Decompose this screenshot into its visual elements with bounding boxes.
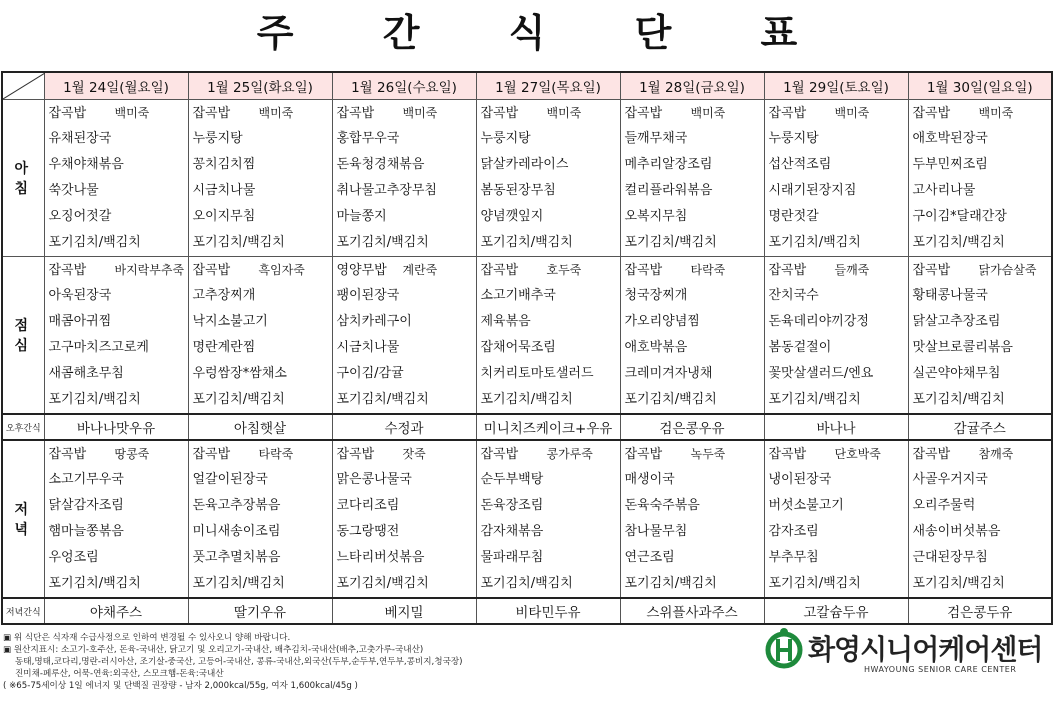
day-header: 1월 30일(일요일): [908, 72, 1052, 100]
rice-line: [621, 441, 764, 467]
page-title: 주 간 식 단 표: [256, 11, 836, 55]
dish-item: 포기김치/백김치: [768, 392, 861, 407]
dish-item: 아욱된장국: [48, 288, 112, 303]
porridge-item: 백미죽: [834, 106, 870, 120]
dish-item: 돈육고추장볶음: [192, 498, 281, 513]
dish-item: 명란젓갈: [768, 209, 819, 224]
porridge-item: 호두죽: [546, 263, 582, 277]
note-line: 진미채-페루산, 어묵-연육:외국산, 스모크햄-돈육:국내산: [15, 669, 224, 679]
rice-line: [765, 100, 908, 126]
day-header: 1월 29일(토요일): [764, 72, 908, 100]
dish-item: 포기김치/백김치: [624, 392, 717, 407]
dish-item: 새콤해초무침: [48, 366, 124, 381]
dish-item: 고추장찌개: [192, 288, 256, 303]
dish-item: 포기김치/백김치: [624, 235, 717, 250]
dish-item: 풋고추멸치볶음: [192, 550, 281, 565]
rice-item: 잡곡밥: [480, 447, 519, 462]
dish-item: 동그랑땡전: [336, 524, 400, 539]
dish-item: 물파래무침: [480, 550, 544, 565]
meal-cell: [908, 100, 1052, 257]
snack-cell: 수정과: [332, 414, 476, 440]
rice-line: [477, 441, 620, 467]
dish-item: 홍합무우국: [336, 131, 400, 146]
rice-item: 잡곡밥: [336, 447, 375, 462]
dish-item: 참나물무침: [624, 524, 688, 539]
dinner-row: [2, 440, 1052, 598]
rice-line: [189, 441, 332, 467]
dish-item: 두부민찌조림: [912, 157, 988, 172]
afternoon-snack-row: [2, 414, 1052, 440]
snack-cell: 야채주스: [44, 598, 188, 624]
dish-item: 취나물고추장무침: [336, 183, 437, 198]
dish-item: 근대된장무침: [912, 550, 988, 565]
dish-item: 우엉조림: [48, 550, 99, 565]
porridge-item: 들깨죽: [834, 263, 870, 277]
dish-item: 들깨무채국: [624, 131, 688, 146]
dish-item: 포기김치/백김치: [480, 235, 573, 250]
dish-item: 연근조림: [624, 550, 675, 565]
dish-item: 햄마늘쫑볶음: [48, 524, 124, 539]
meal-cell: [620, 440, 764, 598]
dish-item: 우채야채볶음: [48, 157, 124, 172]
porridge-item: 잣죽: [402, 447, 426, 461]
dish-item: 오이지무침: [192, 209, 256, 224]
meal-cell: [188, 257, 332, 415]
dish-item: 시금치나물: [192, 183, 256, 198]
snack-cell: 미니치즈케이크+우유: [476, 414, 620, 440]
dish-item: 포기김치/백김치: [912, 392, 1005, 407]
day-header: 1월 28일(금요일): [620, 72, 764, 100]
dish-item: 오리주물럭: [912, 498, 976, 513]
note-line: 동태,명태,코다리,명란-러시아산, 조기살-중국산, 고등어-국내산, 콩류-국내산,외국산(두부,순두부,연두부,콩비지,청국장): [15, 657, 463, 667]
day-header: 1월 24일(월요일): [44, 72, 188, 100]
logo-english: HWAYOUNG SENIOR CARE CENTER: [864, 665, 1017, 674]
rice-line: [765, 441, 908, 467]
meal-cell: [908, 257, 1052, 415]
header-row: [2, 72, 1052, 100]
dish-item: 소고기무우국: [48, 472, 124, 487]
hy-emblem-icon: [764, 624, 804, 676]
rice-item: 잡곡밥: [912, 447, 951, 462]
dish-item: 컬리플라워볶음: [624, 183, 713, 198]
porridge-item: 백미죽: [690, 106, 726, 120]
dish-item: 치커리토마토샐러드: [480, 366, 594, 381]
row-label: 점 심: [2, 257, 44, 415]
porridge-item: 계란죽: [402, 263, 438, 277]
dish-item: 순두부백탕: [480, 472, 544, 487]
rice-line: [477, 257, 620, 283]
meal-cell: [908, 440, 1052, 598]
dish-item: 미니새송이조림: [192, 524, 281, 539]
rice-item: 잡곡밥: [480, 263, 519, 278]
rice-item: 잡곡밥: [48, 447, 87, 462]
dish-item: 양념깻잎지: [480, 209, 544, 224]
meal-cell: [764, 100, 908, 257]
dish-item: 포기김치/백김치: [480, 576, 573, 591]
day-header: 1월 27일(목요일): [476, 72, 620, 100]
rice-line: [333, 100, 476, 126]
meal-cell: [44, 100, 188, 257]
row-label: 오후간식: [2, 414, 44, 440]
dish-item: 메추리알장조림: [624, 157, 713, 172]
dish-item: 황태콩나물국: [912, 288, 988, 303]
dish-item: 누룽지탕: [768, 131, 819, 146]
dish-item: 돈육데리야끼강정: [768, 314, 869, 329]
dish-item: 닭살고추장조림: [912, 314, 1001, 329]
dish-item: 봄동겉절이: [768, 340, 832, 355]
dish-item: 포기김치/백김치: [192, 576, 285, 591]
dish-item: 구이김*달래간장: [912, 209, 1007, 224]
dish-item: 쑥갓나물: [48, 183, 99, 198]
snack-cell: 딸기우유: [188, 598, 332, 624]
day-header: 1월 25일(화요일): [188, 72, 332, 100]
meal-cell: [188, 100, 332, 257]
dish-item: 소고기배추국: [480, 288, 556, 303]
dish-item: 포기김치/백김치: [912, 235, 1005, 250]
dish-item: 포기김치/백김치: [48, 235, 141, 250]
meal-cell: [620, 100, 764, 257]
dish-item: 돈육청경채볶음: [336, 157, 425, 172]
lunch-row: [2, 257, 1052, 415]
dish-item: 삼치카레구이: [336, 314, 412, 329]
rice-line: [909, 257, 1052, 283]
snack-cell: 바나나: [764, 414, 908, 440]
rice-line: [621, 257, 764, 283]
dish-item: 닭살감자조림: [48, 498, 124, 513]
dish-item: 시금치나물: [336, 340, 400, 355]
porridge-item: 백미죽: [114, 106, 150, 120]
rice-line: [189, 100, 332, 126]
rice-line: [45, 441, 188, 467]
rice-item: 잡곡밥: [624, 263, 663, 278]
dish-item: 꽁치김치찜: [192, 157, 256, 172]
rice-item: 잡곡밥: [48, 263, 87, 278]
dish-item: 매콤아귀찜: [48, 314, 112, 329]
dish-item: 얼갈이된장국: [192, 472, 268, 487]
rice-item: 잡곡밥: [768, 447, 807, 462]
meal-cell: [332, 100, 476, 257]
dish-item: 청국장찌개: [624, 288, 688, 303]
note-line: ▣ 원산지표시: 소고기-호주산, 돈육-국내산, 닭고기 및 오리고기-국내산, 배추김치-국내산(배추,고춧가루-국내산): [3, 645, 424, 655]
dish-item: 맛살브로콜리볶음: [912, 340, 1013, 355]
breakfast-row: [2, 100, 1052, 257]
dish-item: 가오리양념찜: [624, 314, 700, 329]
rice-item: 잡곡밥: [336, 106, 375, 121]
dish-item: 크레미겨자냉채: [624, 366, 713, 381]
dish-item: 버섯소불고기: [768, 498, 844, 513]
note-line: ( ※65-75세이상 1일 에너지 및 단백질 권장량 - 남자 2,000kcal/55g, 여자 1,600kcal/45g ): [3, 681, 358, 691]
rice-item: 잡곡밥: [192, 106, 231, 121]
porridge-item: 닭가슴살죽: [978, 263, 1037, 277]
rice-line: [909, 441, 1052, 467]
corner-cell: [2, 72, 44, 100]
rice-line: [621, 100, 764, 126]
dish-item: 감자조림: [768, 524, 819, 539]
meal-cell: [332, 440, 476, 598]
dish-item: 돈육숙주볶음: [624, 498, 700, 513]
row-label: 아 침: [2, 100, 44, 257]
dish-item: 포기김치/백김치: [768, 576, 861, 591]
snack-cell: 검은콩우유: [620, 414, 764, 440]
rice-line: [477, 100, 620, 126]
dish-item: 포기김치/백김치: [48, 392, 141, 407]
dish-item: 포기김치/백김치: [480, 392, 573, 407]
porridge-item: 바지락부추죽: [114, 263, 185, 277]
meal-cell: [44, 257, 188, 415]
dish-item: 실곤약야채무침: [912, 366, 1001, 381]
dish-item: 오복지무침: [624, 209, 688, 224]
snack-cell: 바나나맛우유: [44, 414, 188, 440]
dish-item: 우렁쌈장*쌈채소: [192, 366, 287, 381]
rice-item: 잡곡밥: [48, 106, 87, 121]
meal-cell: [476, 440, 620, 598]
weekly-menu-table: [1, 71, 1053, 625]
dish-item: 애호박된장국: [912, 131, 988, 146]
dish-item: 사골우거지국: [912, 472, 988, 487]
dish-item: 시래기된장지짐: [768, 183, 857, 198]
porridge-item: 백미죽: [258, 106, 294, 120]
meal-cell: [332, 257, 476, 415]
dish-item: 포기김치/백김치: [48, 576, 141, 591]
meal-cell: [764, 440, 908, 598]
dish-item: 유채된장국: [48, 131, 112, 146]
dish-item: 고구마치즈고로케: [48, 340, 149, 355]
dish-item: 닭살카레라이스: [480, 157, 569, 172]
dish-item: 명란계란찜: [192, 340, 256, 355]
dish-item: 누룽지탕: [192, 131, 243, 146]
rice-item: 영양무밥: [336, 263, 387, 278]
porridge-item: 콩가루죽: [546, 447, 593, 461]
meal-cell: [476, 257, 620, 415]
dish-item: 느타리버섯볶음: [336, 550, 425, 565]
center-logo: [764, 622, 1044, 682]
dish-item: 새송이버섯볶음: [912, 524, 1001, 539]
dish-item: 고사리나물: [912, 183, 976, 198]
dish-item: 포기김치/백김치: [192, 392, 285, 407]
meal-cell: [188, 440, 332, 598]
rice-item: 잡곡밥: [768, 106, 807, 121]
dish-item: 포기김치/백김치: [768, 235, 861, 250]
porridge-item: 백미죽: [402, 106, 438, 120]
snack-cell: 고칼슘두유: [764, 598, 908, 624]
dish-item: 봄동된장무침: [480, 183, 556, 198]
porridge-item: 땅콩죽: [114, 447, 150, 461]
day-header: 1월 26일(수요일): [332, 72, 476, 100]
dish-item: 냉이된장국: [768, 472, 832, 487]
porridge-item: 백미죽: [546, 106, 582, 120]
porridge-item: 백미죽: [978, 106, 1014, 120]
porridge-item: 녹두죽: [690, 447, 726, 461]
snack-cell: 감귤주스: [908, 414, 1052, 440]
dish-item: 섭산적조림: [768, 157, 832, 172]
meal-cell: [764, 257, 908, 415]
dish-item: 포기김치/백김치: [624, 576, 717, 591]
meal-cell: [44, 440, 188, 598]
rice-item: 잡곡밥: [192, 263, 231, 278]
snack-cell: 비타민두유: [476, 598, 620, 624]
diagonal-divider-icon: [3, 73, 45, 99]
dish-item: 오징어젓갈: [48, 209, 112, 224]
rice-line: [189, 257, 332, 283]
dish-item: 포기김치/백김치: [336, 576, 429, 591]
dish-item: 꽃맛살샐러드/엔요: [768, 366, 874, 381]
dish-item: 잡채어묵조림: [480, 340, 556, 355]
dish-item: 코다리조림: [336, 498, 400, 513]
rice-line: [45, 257, 188, 283]
dish-item: 애호박볶음: [624, 340, 688, 355]
dish-item: 맑은콩나물국: [336, 472, 412, 487]
dish-item: 팽이된장국: [336, 288, 400, 303]
dish-item: 누룽지탕: [480, 131, 531, 146]
rice-line: [333, 441, 476, 467]
dish-item: 포기김치/백김치: [192, 235, 285, 250]
dish-item: 제육볶음: [480, 314, 531, 329]
row-label: 저 녁: [2, 440, 44, 598]
snack-cell: 스위플사과주스: [620, 598, 764, 624]
note-line: ▣ 위 식단은 식자재 수급사정으로 인하여 변경될 수 있사오니 양해 바랍니다.: [3, 633, 291, 643]
snack-cell: 베지밀: [332, 598, 476, 624]
rice-item: 잡곡밥: [912, 263, 951, 278]
porridge-item: 타락죽: [690, 263, 726, 277]
rice-item: 잡곡밥: [624, 106, 663, 121]
snack-cell: 아침햇살: [188, 414, 332, 440]
dish-item: 부추무침: [768, 550, 819, 565]
dish-item: 감자채볶음: [480, 524, 544, 539]
dish-item: 포기김치/백김치: [336, 235, 429, 250]
porridge-item: 단호박죽: [834, 447, 881, 461]
dish-item: 매생이국: [624, 472, 675, 487]
dish-item: 포기김치/백김치: [912, 576, 1005, 591]
porridge-item: 흑임자죽: [258, 263, 305, 277]
dish-item: 잔치국수: [768, 288, 819, 303]
porridge-item: 타락죽: [258, 447, 294, 461]
dish-item: 마늘쫑지: [336, 209, 387, 224]
rice-item: 잡곡밥: [624, 447, 663, 462]
rice-line: [45, 100, 188, 126]
rice-item: 잡곡밥: [912, 106, 951, 121]
dish-item: 포기김치/백김치: [336, 392, 429, 407]
notes: [3, 632, 643, 692]
evening-snack-row: [2, 598, 1052, 624]
porridge-item: 참깨죽: [978, 447, 1014, 461]
dish-item: 돈육장조림: [480, 498, 544, 513]
rice-line: [333, 257, 476, 283]
rice-item: 잡곡밥: [480, 106, 519, 121]
snack-cell: 검은콩두유: [908, 598, 1052, 624]
meal-cell: [476, 100, 620, 257]
meal-cell: [620, 257, 764, 415]
row-label: 저녁간식: [2, 598, 44, 624]
rice-item: 잡곡밥: [768, 263, 807, 278]
rice-line: [765, 257, 908, 283]
logo-name: 화영시니어케어센터: [808, 633, 1043, 666]
rice-item: 잡곡밥: [192, 447, 231, 462]
dish-item: 구이김/감귤: [336, 366, 404, 381]
dish-item: 낙지소불고기: [192, 314, 268, 329]
rice-line: [909, 100, 1052, 126]
